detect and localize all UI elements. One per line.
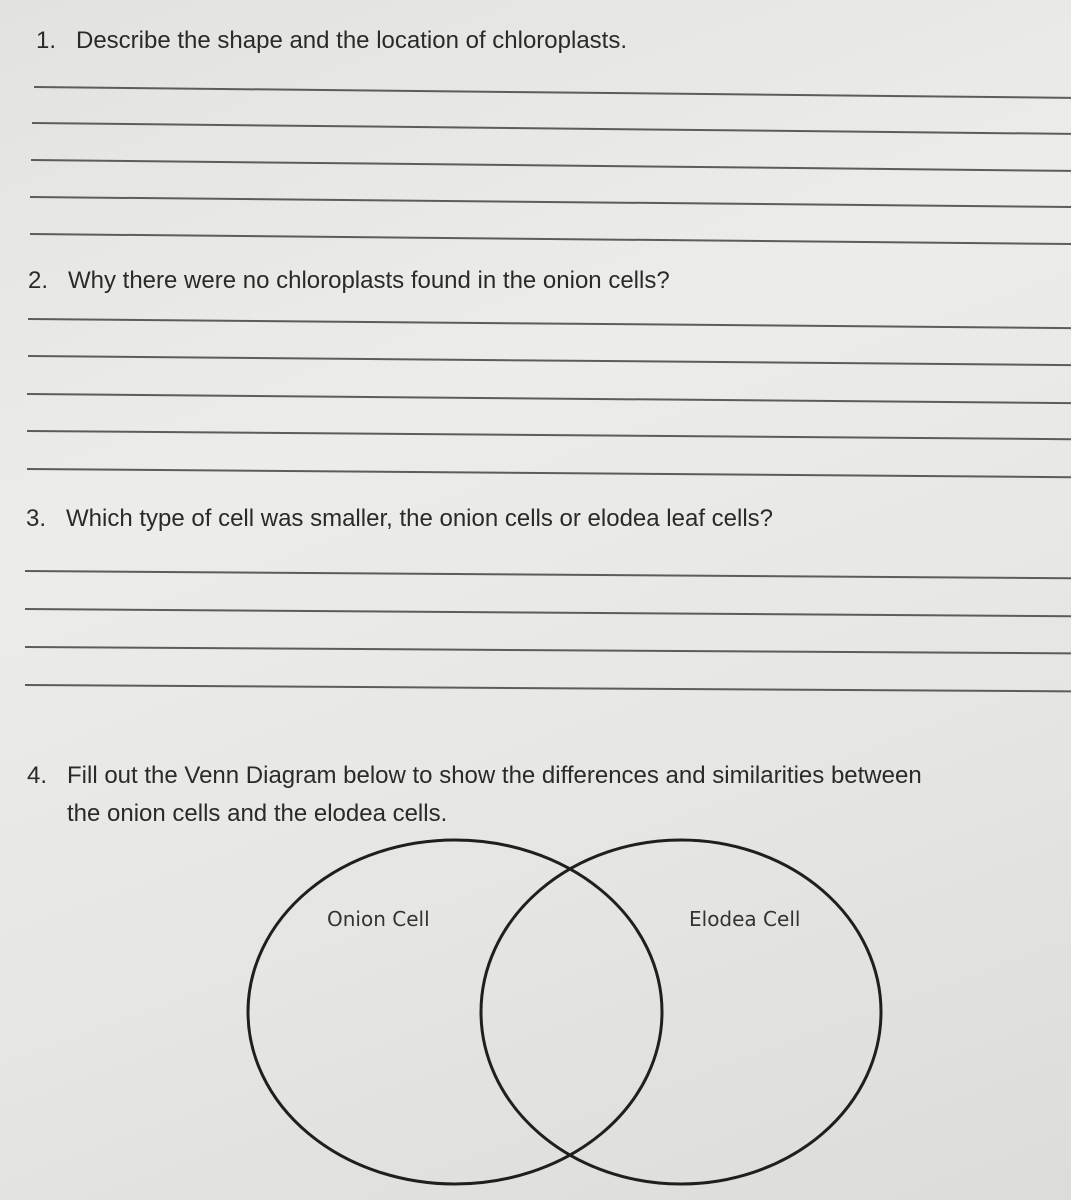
question-text: Fill out the Venn Diagram below to show the differences and similarities between	[67, 762, 922, 789]
question-number: 1.	[36, 27, 57, 54]
question-number: 3.	[26, 505, 47, 532]
question-text: Which type of cell was smaller, the onion cells or elodea leaf cells?	[66, 505, 774, 532]
question-text: Describe the shape and the location of chloroplasts.	[76, 27, 628, 54]
venn-right-label: Elodea Cell	[689, 907, 801, 931]
question-text-continued: the onion cells and the elodea cells.	[67, 800, 448, 827]
elodea-cell-circle[interactable]	[481, 840, 881, 1184]
onion-cell-circle[interactable]	[248, 840, 662, 1184]
question-text: Why there were no chloroplasts found in the onion cells?	[68, 267, 670, 294]
question-number: 2.	[28, 267, 49, 294]
venn-left-label: Onion Cell	[327, 907, 430, 931]
question-number: 4.	[27, 762, 48, 789]
